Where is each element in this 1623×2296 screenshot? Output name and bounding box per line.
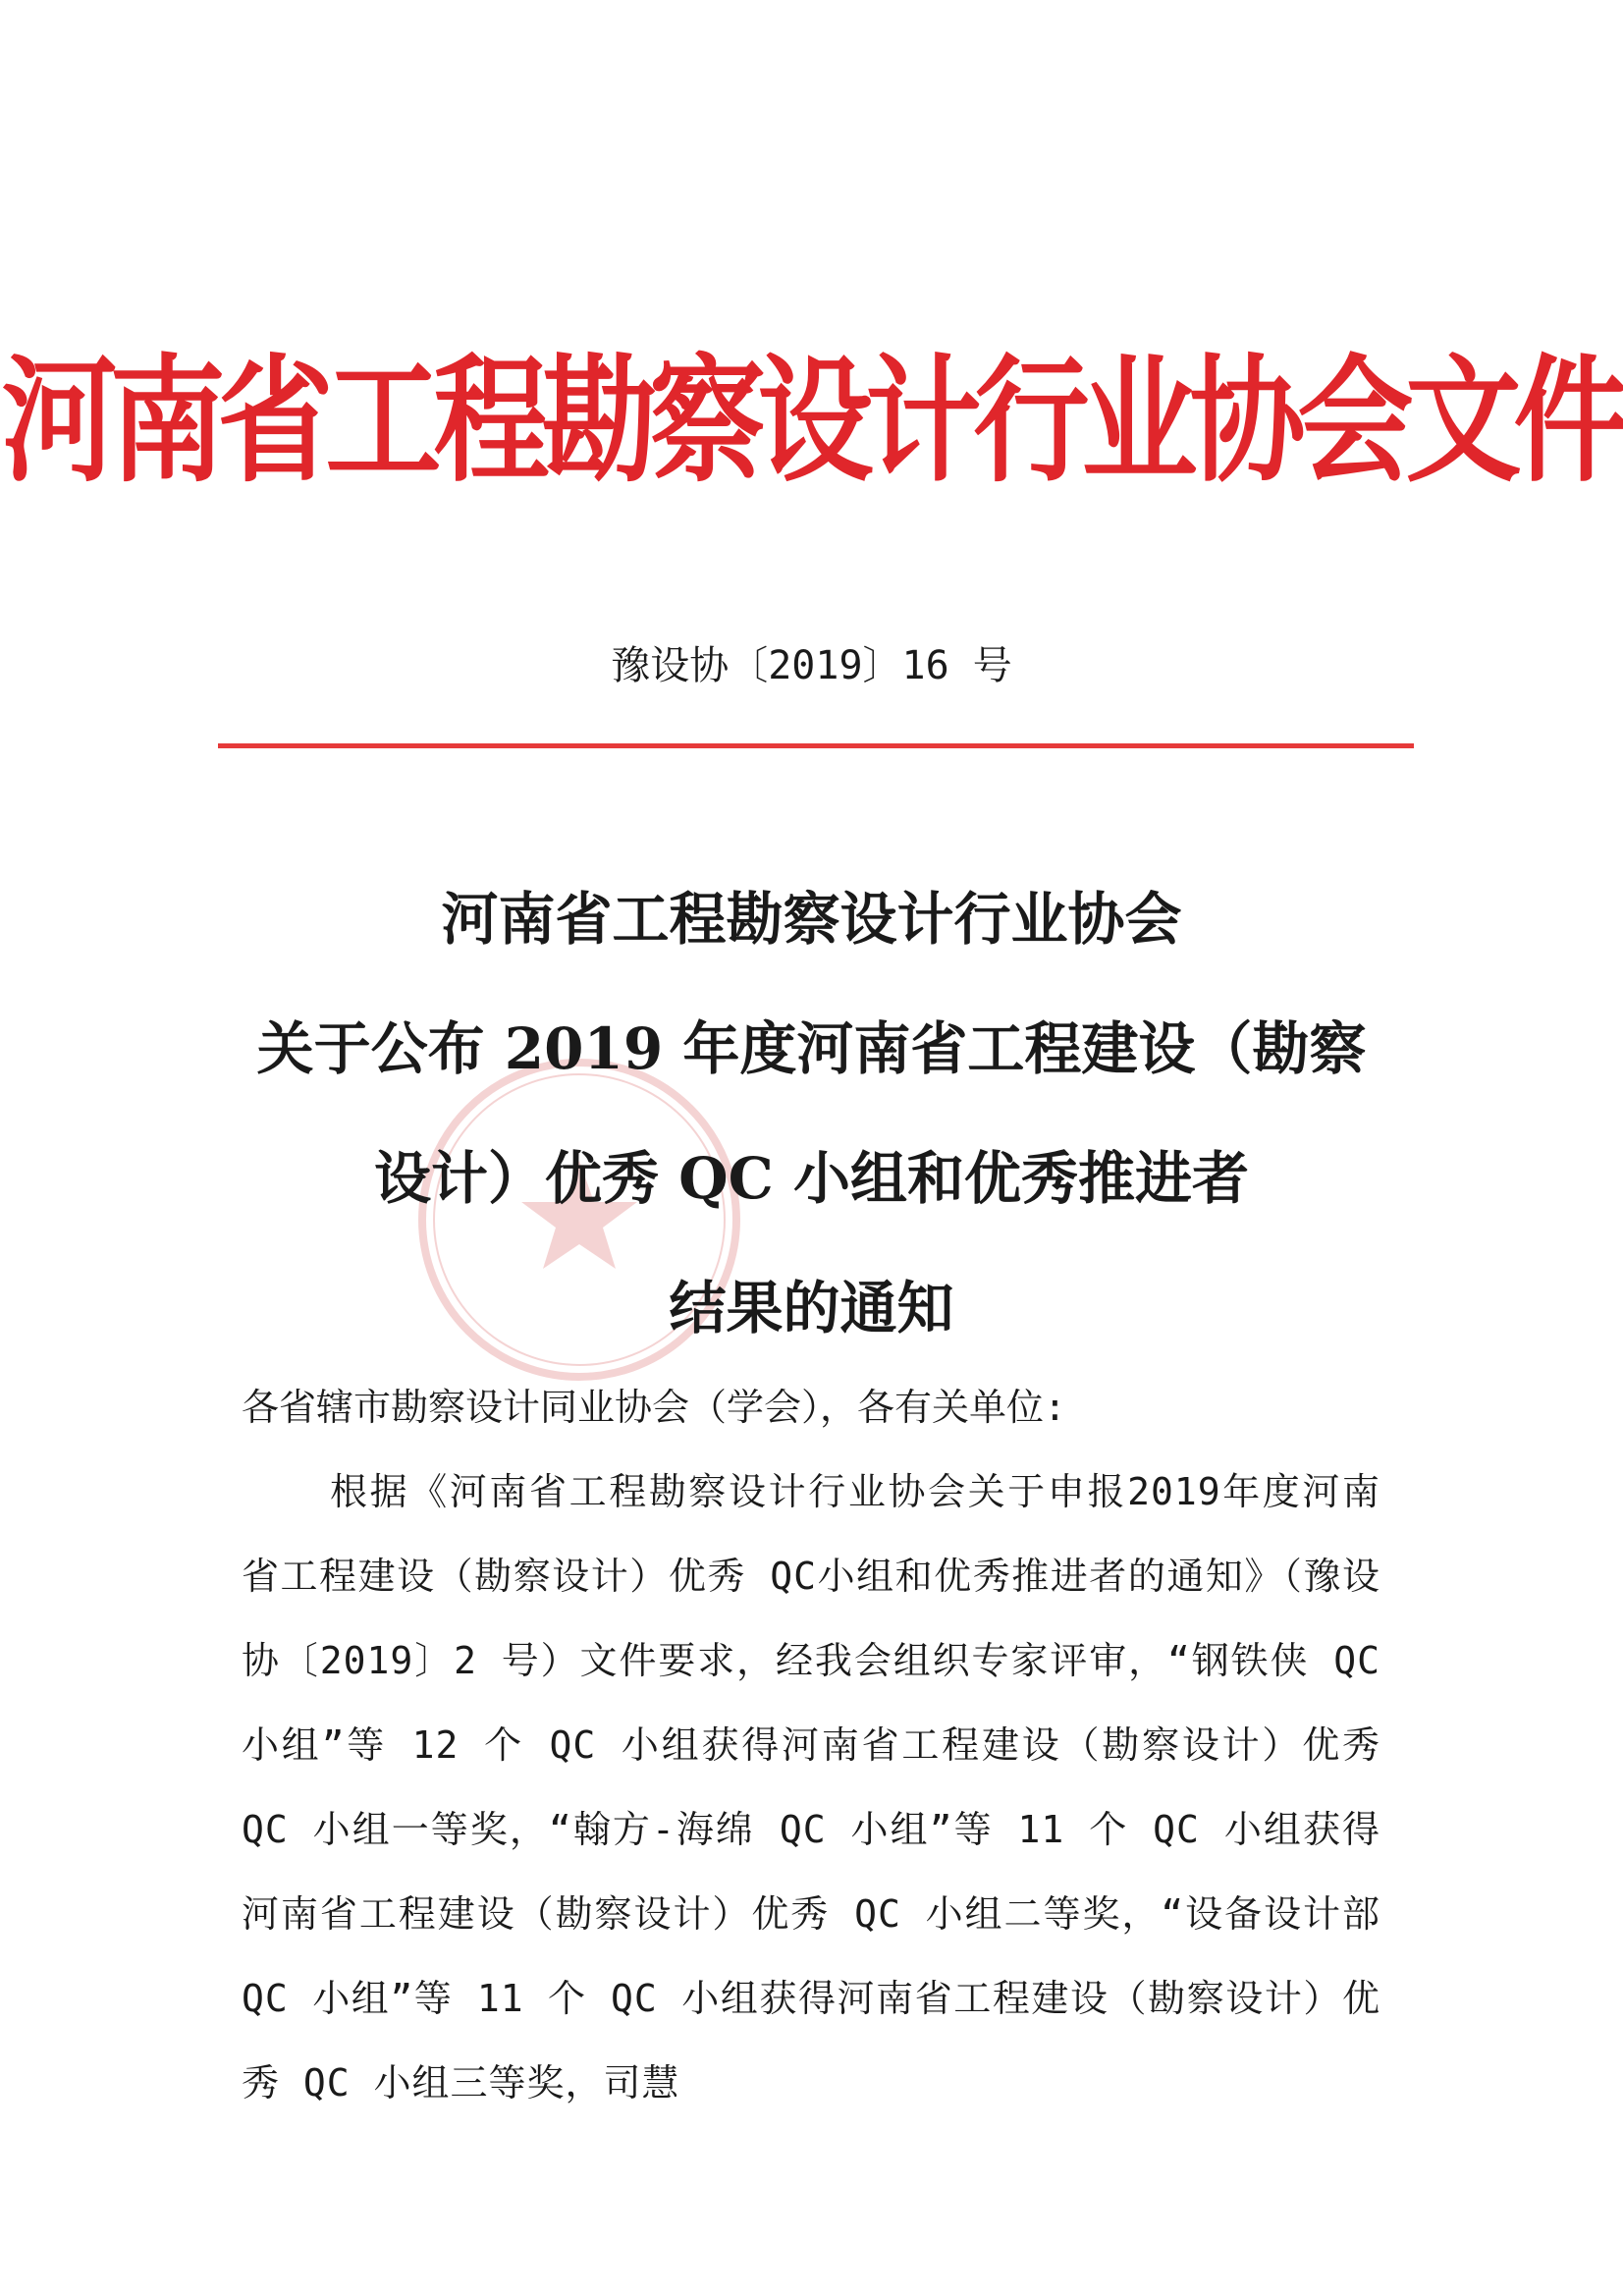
- header-title: 河南省工程勘察设计行业协会文件: [1, 339, 1622, 501]
- title-line: 关于公布 2019 年度河南省工程建设（勘察: [256, 1015, 1367, 1082]
- title-line: 设计）优秀 QC 小组和优秀推进者: [373, 1145, 1250, 1212]
- doc-number: 豫设协〔2019〕16 号: [611, 643, 1012, 688]
- notice-title: [196, 854, 1427, 1373]
- title-line: 结果的通知: [669, 1275, 954, 1341]
- red-divider: [218, 743, 1414, 748]
- body-text: [242, 1365, 1380, 2125]
- title-line: 河南省工程勘察设计行业协会: [441, 886, 1182, 953]
- salutation: 各省辖市勘察设计同业协会（学会），各有关单位:: [242, 1386, 1066, 1429]
- body-paragraph: 根据《河南省工程勘察设计行业协会关于申报2019年度河南省工程建设（勘察设计）优秀 QC小组和优秀推进者的通知》（豫设协〔2019〕2 号）文件要求，经我会组织专家评审，“钢铁侠 QC 小组”等 12 个 QC 小组获得河南省工程建设（勘察设计）优秀 QC 小组一等奖，“翰方-海绵 QC 小组”等 11 个 QC 小组获得河南省工程建设（勘察设计）优秀 QC 小组二等奖，“设备设计部 QC 小组”等 11 个 QC 小组获得河南省工程建设（勘察设计）优秀 QC 小组三等奖，司慧: [242, 1470, 1380, 2105]
